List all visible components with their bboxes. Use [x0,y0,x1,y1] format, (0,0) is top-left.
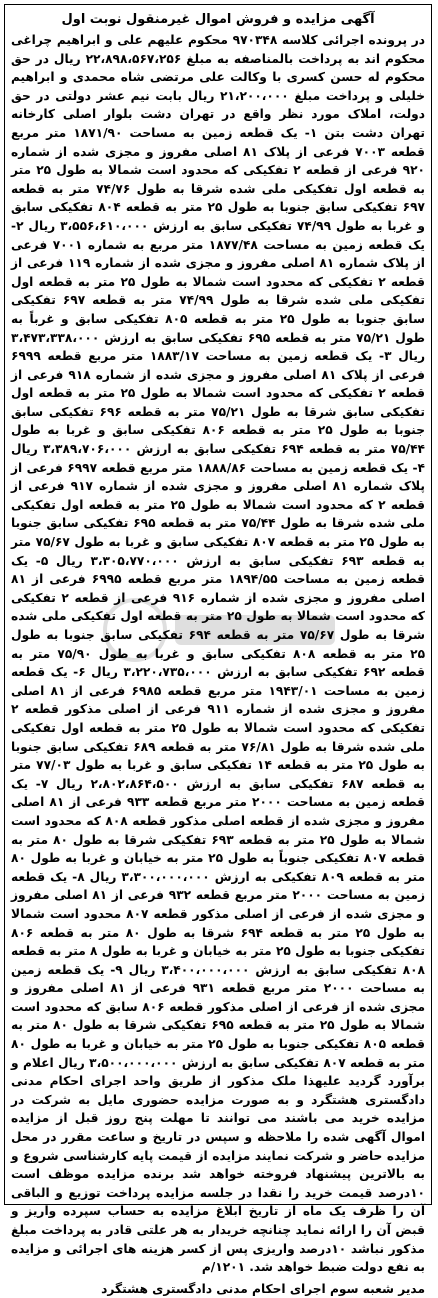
auction-notice [4,4,432,1296]
notice-body: در پرونده اجرائی کلاسه ۹۷۰۳۴۸ محکوم علیهم علی و ابراهیم چراغی محکوم اند به پرداخت بالمناصفه به مبلغ ۲۲،۸۹۸،۵۶۷،۲۵۶ ریال در حق محکوم له حسن کسری با وکالت علی مرتضی شاه محمدی و ابراهیم خلیلی و پرداخت مبلغ ۲۱،۲۰۰،۰۰۰ ریال بابت نیم عشر دولتی در حق دولت، املاک مورد نظر واقع در تهران دشت بلوار اصلی کارخانه تهران دشت بتن ۱- یک قطعه زمین به مساحت ۱۸۷۱/۹۰ متر مربع قطعه ۷۰۰۳ فرعی از پلاک ۸۱ اصلی مفروز و مجزی شده از شماره ۹۲۰ فرعی از قطعه ۲ تفکیکی که محدود است شمالا به طول ۲۵ متر به قطعه اول تفکیکی ملی شده شرقا به طول ۷۴/۷۶ متر به قطعه ۶۹۷ تفکیکی سابق جنوبا به طول ۲۵ متر به قطعه ۸۰۴ تفکیکی سابق و غربا به طول ۷۴/۹۹ تفکیکی سابق به ارزش ۳،۵۵۶،۶۱۰،۰۰۰ ریال ۲- یک قطعه زمین به مساحت ۱۸۷۷/۴۸ متر مربع به شماره ۷۰۰۱ فرعی از پلاک شماره ۸۱ اصلی مفروز و مجزی شده از شماره ۱۱۹ فرعی از قطعه ۲ تفکیکی که محدود است شمالا به طول ۲۵ متر به قطعه اول تفکیکی ملی شده شرقا به طول ۷۴/۹۹ متر به قطعه ۶۹۷ تفکیکی سابق جنوبا به طول ۲۵ متر به قطعه ۸۰۵ تفکیکی سابق و غرباً به طول ۷۵/۲۱ متر به قطعه ۶۹۵ تفکیکی سابق به ارزش ۳،۴۷۳،۳۳۸،۰۰۰ ریال ۳- یک قطعه زمین به مساحت ۱۸۸۳/۱۷ متر مربع قطعه ۶۹۹۹ فرعی از پلاک ۸۱ اصلی مفروز و مجزی شده از شماره ۹۱۸ فرعی از قطعه ۲ تفکیکی که محدود است شمالا به طول ۲۵ متر به قطعه اول تفکیکی سابق شرقا به طول ۷۵/۲۱ متر به قطعه ۶۹۶ تفکیکی سابق جنوبا به طول ۲۵ متر به قطعه ۸۰۶ تفکیکی سابق و غربا به طول ۷۵/۴۴ متر به قطعه ۶۹۴ تفکیکی سابق به ارزش ۳،۳۸۹،۷۰۶،۰۰۰ ریال ۴- یک قطعه زمین به مساحت ۱۸۸۸/۸۶ متر مربع قطعه ۶۹۹۷ فرعی از پلاک شماره ۸۱ اصلی مفروز و مجزی شده از شماره ۹۱۷ فرعی از قطعه ۲ که محدود است شمالا به طول ۲۵ متر به قطعه اول تفکیکی ملی شده شرقا به طول ۷۵/۴۴ متر به قطعه ۶۹۵ تفکیکی سابق جنوبا به طول ۲۵ متر به قطعه ۸۰۷ تفکیکی سابق و غربا به طول ۷۵/۶۷ متر به قطعه ۶۹۳ تفکیکی سابق به ارزش ۳،۳۰۵،۷۷۰،۰۰۰ ریال ۵- یک قطعه زمین به مساحت ۱۸۹۴/۵۵ متر مربع قطعه ۶۹۹۵ فرعی از ۸۱ اصلی مفروز و مجزی شده از شماره ۹۱۶ فرعی از قطعه ۲ تفکیکی که محدود است شمالا به طول ۲۵ متر به قطعه اول تفکیکی ملی شده شرقا به طول ۷۵/۶۷ متر به قطعه ۶۹۴ تفکیکی سابق جنوبا به طول ۲۵ متر به قطعه ۸۰۸ تفکیکی سابق و غربا به طول ۷۵/۹۰ متر به قطعه ۶۹۲ تفکیکی سابق به ارزش ۳،۲۲۰،۷۳۵،۰۰۰ ریال ۶- یک قطعه زمین به مساحت ۱۹۴۳/۰۱ متر مربع قطعه ۶۹۸۵ فرعی از ۸۱ اصلی مفروز و مجزی شده از شماره ۹۱۱ فرعی از اصلی مذکور قطعه ۲ تفکیکی که محدود است شمالا به طول ۲۵ متر به قطعه اول تفکیکی ملی شده شرقا به طول ۷۶/۸۱ متر به قطعه ۶۸۹ تفکیکی سابق جنوبا به طول ۲۵ متر به قطعه ۱۴ تفکیکی سابق و غربا به طول ۷۷/۰۳ متر به قطعه ۶۸۷ تفکیکی سابق به ارزش ۲،۸۰۲،۸۶۴،۵۰۰ ریال ۷- یک قطعه زمین به مساحت ۲۰۰۰ متر مربع قطعه ۹۳۳ فرعی از ۸۱ اصلی مفروز و مجزی شده از قطعه اصلی مذکور قطعه ۸۰۸ که محدود است شمالا به طول ۲۵ متر به قطعه ۶۹۳ تفکیکی شرقا به طول ۸۰ متر به قطعه ۸۰۷ تفکیکی جنوباً به طول ۲۵ متر به خیابان و غربا به طول ۸۰ متر به قطعه ۸۰۹ تفکیکی به ارزش ۳،۳۰۰،۰۰۰،۰۰۰ ریال ۸- یک قطعه زمین به مساحت ۲۰۰۰ متر مربع قطعه ۹۳۲ فرعی از ۸۱ اصلی مفروز و مجزی شده از فرعی از اصلی مذکور قطعه ۸۰۷ محدود است شمالا به طول ۲۵ متر به قطعه ۶۹۴ شرقا به طول ۸۰ متر به قطعه ۸۰۶ تفکیکی جنوبا به طول ۲۵ متر به خیابان و غربا به طول ۸ متر به قطعه ۸۰۸ تفکیکی سابق به ارزش ۳،۴۰۰،۰۰۰،۰۰۰ ریال ۹- یک قطعه زمین به مساحت ۲۰۰۰ متر مربع قطعه ۹۳۱ فرعی از ۸۱ اصلی مفروز و مجزی شده از فرعی از اصلی مذکور قطعه ۸۰۶ سابق که محدود است شمالا به طول ۲۵ متر به قطعه ۶۹۵ تفکیکی شرقا به طول ۸۰ متر به قطعه ۸۰۵ تفکیکی جنوبا به طول ۲۵ متر به خیابان و غربا به طول ۸۰ متر به قطعه ۸۰۷ تفکیکی سابق به ارزش ۳،۵۰۰،۰۰۰،۰۰۰ ریال اعلام و برآورد گردید علیهذا ملک مذکور از طریق واحد اجرای احکام مدنی دادگستری هشتگرد و به صورت مزایده حضوری مایل به شرکت در مزایده خرید می باشند می توانند تا مهلت پنج روز قبل از مزایده اموال آگهی شده را ملاحظه و سپس در تاریخ و ساعت مقرر در محل مزایده حاضر و شرکت نمایند مزایده از قیمت پایه کارشناسی شروع و به بالاترین پیشنهاد فروخته خواهد شد برنده مزایده موظف است ۱۰درصد قیمت خرید را نقدا در جلسه مزایده پرداخت توزیع و الباقی آن را ظرف یک ماه از تاریخ ابلاغ مزایده به حساب سپرده واریز و قبض آن را ارائه نماید چنانچه خریدار به هر علتی قادر به پرداخت مبلغ مذکور نباشد ۱۰درصد واریزی پس از کسر هزینه های اجرائی و مزایده به نفع دولت ضبط خواهد شد. ۱۲۰۱/م [11,33,426,1275]
notice-signature: مدیر شعبه سوم اجرای احکام مدنی دادگستری هشتگرد [101,1281,425,1296]
notice-title: آگهی مزایده و فروش اموال غیرمنقول نوبت اول [61,12,375,27]
